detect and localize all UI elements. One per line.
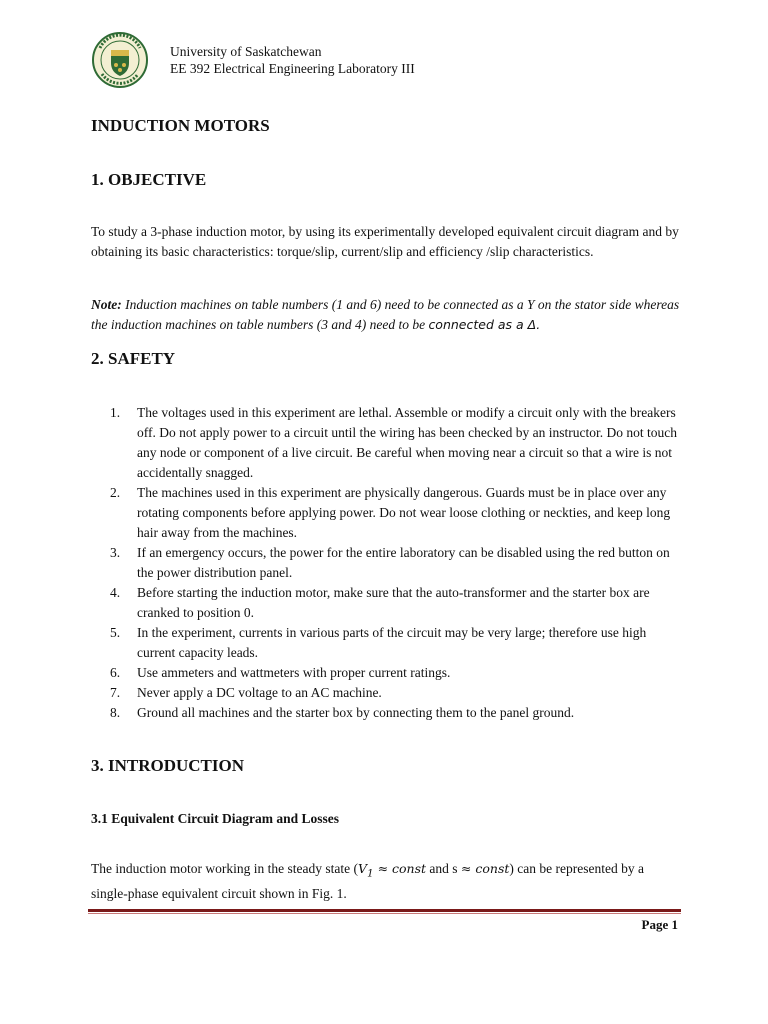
math-approx-const: ≈ const [373, 861, 427, 876]
list-item [110, 583, 682, 623]
list-item-text: The machines used in this experiment are physically dangerous. Guards must be in place over any rotating components before applying power. Do not wear loose clothing or neckties, and keep long hair away from the machines. [137, 485, 671, 540]
list-item [110, 623, 682, 663]
list-item [110, 403, 682, 483]
list-item-number: 2. [110, 485, 121, 500]
list-item [110, 703, 682, 723]
document-title: INDUCTION MOTORS [91, 116, 270, 135]
objective-heading: 1. OBJECTIVE [91, 170, 207, 189]
list-item [110, 683, 682, 703]
list-item-text: The voltages used in this experiment are lethal. Assemble or modify a circuit only with the breakers off. Do not apply power to a circuit until the wiring has been checked by an instructor. Do not touch any node or component of a live circuit. Be careful when moving near a circuit so that a wire is not accidentally snagged. [137, 405, 677, 480]
safety-list [110, 403, 682, 723]
note-label: Note: [91, 297, 122, 312]
page-number: Page 1 [641, 917, 678, 932]
list-item-text: Use ammeters and wattmeters with proper current ratings. [137, 665, 451, 680]
university-seal-logo [92, 30, 148, 90]
math-approx-const-2: ≈ const [460, 861, 510, 876]
note-tail: connected as a Δ. [428, 317, 541, 332]
note-text: Induction machines on table numbers (1 and 6) need to be connected as a Y on the stator side whereas the induction machines on table numbers (3 and 4) need to be [91, 297, 680, 332]
list-item-number: 5. [110, 625, 121, 640]
introduction-subheading: 3.1 Equivalent Circuit Diagram and Losses [91, 811, 340, 826]
introduction-text [91, 859, 681, 904]
list-item-number: 4. [110, 585, 121, 600]
header-text [170, 43, 415, 77]
list-item-text: Before starting the induction motor, make sure that the auto-transformer and the starter box are cranked to position 0. [137, 585, 650, 620]
math-v1 [357, 861, 427, 880]
footer-rule [88, 909, 681, 912]
list-item-text: If an emergency occurs, the power for the entire laboratory can be disabled using the red button on the power distribution panel. [137, 545, 670, 580]
list-item-text: In the experiment, currents in various parts of the circuit may be very large; therefore use high current capacity leads. [137, 625, 647, 660]
list-item-number: 6. [110, 665, 121, 680]
list-item-text: Never apply a DC voltage to an AC machine. [137, 685, 382, 700]
university-name: University of Saskatchewan [170, 44, 322, 59]
course-name: EE 392 Electrical Engineering Laboratory III [170, 61, 415, 76]
footer-rule-thin [88, 913, 681, 914]
list-item [110, 543, 682, 583]
intro-text-mid: and s [426, 861, 461, 876]
intro-text-before: The induction motor working in the steady state ( [91, 861, 358, 876]
objective-note [91, 295, 681, 335]
list-item [110, 663, 682, 683]
list-item-number: 3. [110, 545, 121, 560]
list-item-number: 8. [110, 705, 121, 720]
intro-text-after: ) can be represented by a single-phase equivalent circuit shown in Fig. 1. [91, 861, 644, 901]
introduction-heading: 3. INTRODUCTION [91, 756, 245, 775]
math-v-symbol: V [357, 861, 367, 876]
math-subscript: 1 [366, 867, 374, 880]
list-item [110, 483, 682, 543]
safety-heading: 2. SAFETY [91, 349, 176, 368]
list-item-number: 7. [110, 685, 121, 700]
list-item-text: Ground all machines and the starter box by connecting them to the panel ground. [137, 705, 575, 720]
objective-text: To study a 3-phase induction motor, by using its experimentally developed equivalent circuit diagram and by obtaining its basic characteristics: torque/slip, current/slip and efficiency /slip characteristics. [91, 224, 679, 259]
list-item-number: 1. [110, 405, 121, 420]
